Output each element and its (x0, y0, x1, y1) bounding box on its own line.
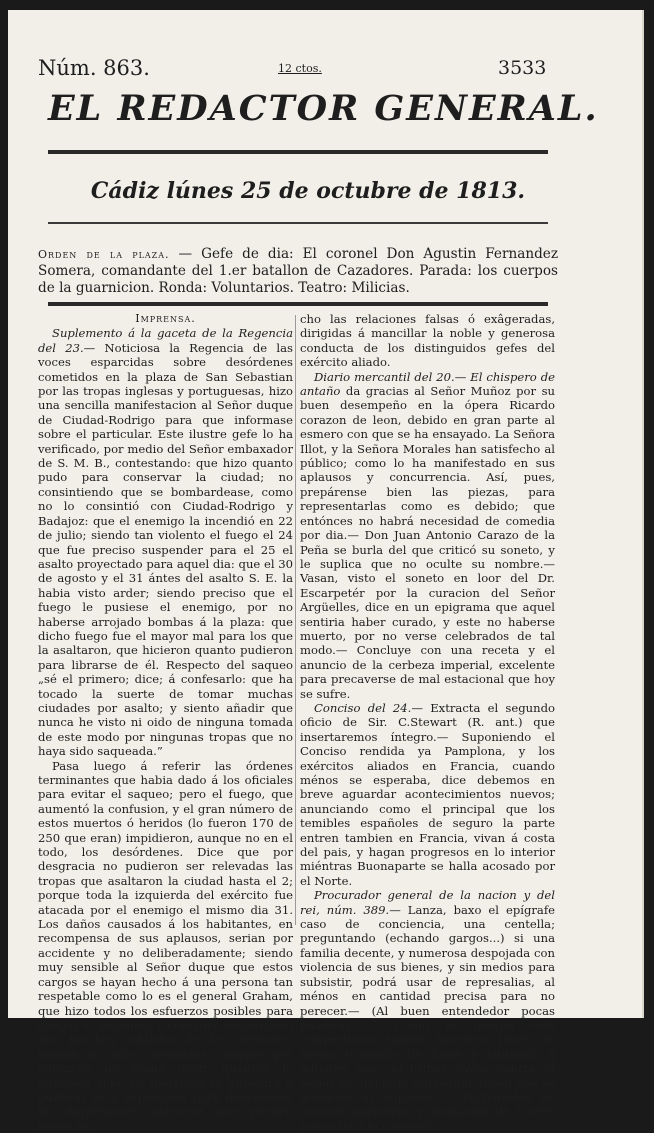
masthead-rule (48, 150, 548, 154)
section-heading: Imprensa. (135, 312, 196, 325)
paragraph: Conciso del 24.— Extracta el segundo oficio de Sir. C.Stewart (R. ant.) que insertaremos íntegro.— Suponiendo el Conciso rendida ya Pamplona, y los exércitos aliados en Francia, cuando ménos se esperaba, dice debemos en breve aguardar acontecimientos nuevos; anunciando como el principal que los temibles españoles de seguro la parte entren tambien en Francia, vivan á costa del pais, y hagan progresos en lo interior miéntras Buonaparte se halla acosado por el Norte. (300, 700, 556, 888)
date-rule (48, 222, 548, 224)
left-column (38, 312, 293, 1133)
column-divider (295, 315, 296, 925)
masthead-title: EL REDACTOR GENERAL. (48, 88, 599, 129)
paragraph: Pasa luego á referir las órdenes terminantes que habia dado á los oficiales para evitar el saqueo; pero el fuego, que aumentó la confusion, y el gran número de estos muertos ó heridos (lo fueron 170 de 250 que eran) impidieron, aunque no en el todo, los desórdenes. Dice que por desgracia no pudieron ser relevadas las tropas que asaltaron la ciudad hasta el 2; porque toda la izquierda del exército fue atacada por el enemigo el mismo dia 31. Los daños causados á los habitantes, en recompensa de sus aplausos, serian por accidente y no deliberadamente; siendo muy sensible al Señor duque que estos cargos se hayan hecho á una persona tan respetable como lo es el general Graham, que hizo todos los esfuerzos posibles para apagar el incendio; y concluye asegurando que muchos soldados de los ofensores habian ya sido castigados, aunque por entonces no podia decir quántos lo hubiesen sido. La Regencia se apresura á publicar esta exposicion para desvanecer las impresiones siniestras que pueden haber he- (38, 758, 293, 1133)
paragraph: Diario mercantil del 20.— El chispero de antaño da gracias al Señor Muñoz por su buen desempeño en la ópera Ricardo corazon de leon, debido en gran parte al esmero con que se ha ensayado. La Señora Illot, y la Señora Morales han satisfecho al público; como lo ha manifestado en sus aplausos y concurrencia. Así, pues, prepárense bien las piezas, para representarlas como es debido; que entónces no habrá necesidad de comedia por dia.— Don Juan Antonio Carazo de la Peña se burla del que criticó su soneto, y le suplica que no oculte su nombre.— Vasan, visto el soneto en loor del Dr. Escarpetér por la curacion del Señor Argüelles, dice en un epigrama que aquel sentiria haber curado, y este no haberse muerto, por no verse celebrados de tal modo.— Concluye con una receta y el anuncio de la cerbeza imperial, excelente para precaverse de mal estacional que hoy se sufre. (300, 369, 555, 701)
orden-text: — Gefe de dia: El coronel Don Agustin Fernandez Somera, comandante del 1.er batallon de Cazadores. Parada: los cuerpos de la guarnicion. Ronda: Voluntarios. Teatro: Milicias. (38, 246, 558, 296)
paragraph: cho las relaciones falsas ó exâgeradas, dirigidas á mancillar la noble y generosa conducta de los distinguidos gefes del exército aliado. (300, 312, 555, 370)
orden-label: Orden de la plaza. (38, 248, 170, 261)
section-rule (48, 302, 548, 306)
paragraph: Suplemento á la gaceta de la Regencia del 23.— Noticiosa la Regencia de las voces esparcidas sobre desórdenes cometidos en la plaza de San Sebastian por las tropas inglesas y portuguesas, hizo una sencilla manifestacion al Señor duque de Ciudad-Rodrigo para que informase sobre el particular. Este ilustre gefe lo ha verificado, por medio del Señor embaxador de S. M. B., contestando: que hizo quanto pudo para conservar la ciudad; no consintiendo que se bombardease, como no lo consintió con Ciudad-Rodrigo y Badajoz: que el enemigo la incendió en 22 de julio; siendo tan violento el fuego el 24 que fue preciso suspender para el 25 el asalto proyectado para aquel dia: que el 30 de agosto y el 31 ántes del asalto S. E. la habia visto arder; siendo preciso que el fuego le pusiese el enemigo, por no haberse arrojado bombas á la plaza: que dicho fuego fue el mayor mal para los que la asaltaron, que hicieron quanto pudieron para librarse de él. Respecto del saqueo „sé el primero; dice; á confesarlo: que ha tocado la suerte de tomar muchas ciudades por asalto; y siento añadir que nunca he visto ni oido de ninguna tomada de este modo por ningunas tropas que no haya sido saqueada.” (38, 326, 293, 759)
page-serial: 3533 (498, 57, 547, 79)
price: 12 ctos. (278, 62, 322, 75)
orden-de-la-plaza (38, 246, 558, 297)
issue-number: Núm. 863. (38, 56, 150, 80)
paragraph: Procurador general de la nacion y del rei, núm. 389.— Lanza, baxo el epígrafe caso de conciencia, una centella; preguntando (echando gargos...) si una familia decente, y numerosa despojada con violencia de sus bienes, y sin medios para subsistir, podrá usar de represalias, al ménos en cantidad precisa para no perecer.— (Al buen entendedor pocas palabras...)— Como el tiempo está tempestuoso siguen nuestros Jóves de buena tronando de firme y vibrando á millares sus culebrinas rayos contra el Señor ex-diputado Zurraquin, dicen que se acomodó es supuesto.— Turbonadas de noticias madrinas, y granizada de Cortes pouco ha á la tormenta. (300, 888, 555, 1133)
issue-date: Cádiz lúnes 25 de octubre de 1813. (90, 178, 526, 204)
right-column (300, 312, 555, 1133)
newspaper-page (8, 10, 644, 1133)
